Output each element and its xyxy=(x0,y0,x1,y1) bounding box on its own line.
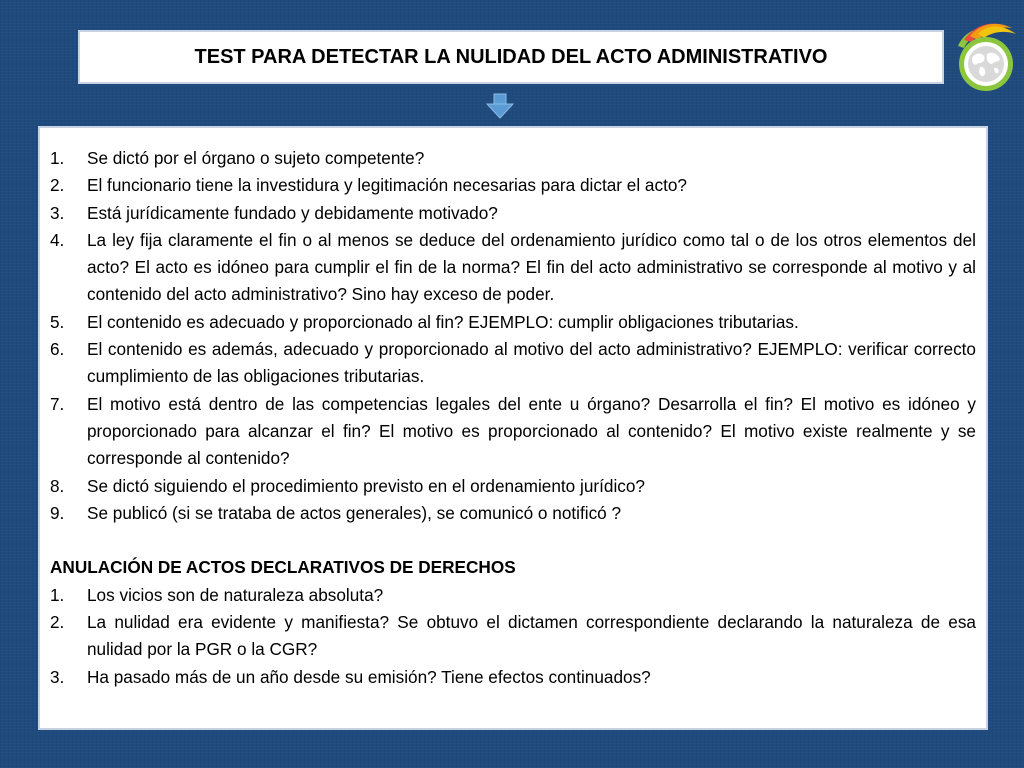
list-item-text: El funcionario tiene la investidura y legitimación necesarias para dictar el acto? xyxy=(87,175,687,196)
list-item-number: 3. xyxy=(50,666,65,687)
list-item xyxy=(50,309,976,336)
list-item-text: Se publicó (si se trataba de actos generales), se comunicó o notificó ? xyxy=(87,502,622,523)
content-box xyxy=(38,126,988,730)
list-item-number: 7. xyxy=(50,393,65,414)
list-item-text: Se dictó por el órgano o sujeto competente? xyxy=(87,148,425,168)
list-item-number: 2. xyxy=(50,175,65,196)
list-item xyxy=(50,227,976,309)
list-item-text: El motivo está dentro de las competencias legales del ente u órgano? Desarrolla el fin? El motivo es idóneo y proporcionado para alcanzar el fin? El motivo es proporcionado al contenido? El motivo existe realmente y se corresponde al contenido? xyxy=(87,393,976,469)
list-item xyxy=(50,145,976,172)
world-map-logo-icon xyxy=(950,18,1020,96)
list-item xyxy=(50,172,976,199)
list-item xyxy=(50,609,976,664)
list-item-number: 6. xyxy=(50,339,65,360)
list-item-number: 4. xyxy=(50,229,65,250)
list-item xyxy=(50,664,976,691)
list-item-number: 2. xyxy=(50,612,65,633)
list-item-number: 9. xyxy=(50,502,65,523)
list-item xyxy=(50,582,976,609)
list-item-number: 1. xyxy=(50,584,65,605)
list-item-number: 1. xyxy=(50,148,65,168)
list-item-text: La nulidad era evidente y manifiesta? Se obtuvo el dictamen correspondiente declarando la naturaleza de esa nulidad por la PGR o la CGR? xyxy=(87,612,976,660)
section-heading: ANULACIÓN DE ACTOS DECLARATIVOS DE DERECHOS xyxy=(50,557,516,578)
list-item xyxy=(50,336,976,391)
section-spacer xyxy=(50,527,976,554)
title-box xyxy=(78,30,944,84)
annul-list xyxy=(50,582,976,691)
list-item-text: Los vicios son de naturaleza absoluta? xyxy=(87,584,384,605)
list-item-number: 8. xyxy=(50,475,65,496)
list-item-number: 5. xyxy=(50,311,65,332)
list-item-text: La ley fija claramente el fin o al menos se deduce del ordenamiento jurídico como tal o de los otros elementos del acto? El acto es idóneo para cumplir el fin de la norma? El fin del acto administrativo se corresponde al motivo y al contenido del acto administrativo? Sino hay exceso de poder. xyxy=(87,229,976,305)
arrow-down-icon xyxy=(486,93,514,119)
list-item-text: Se dictó siguiendo el procedimiento previsto en el ordenamiento jurídico? xyxy=(87,475,645,496)
list-item xyxy=(50,473,976,500)
list-item xyxy=(50,200,976,227)
list-item xyxy=(50,500,976,527)
list-item-text: Está jurídicamente fundado y debidamente motivado? xyxy=(87,202,498,223)
list-item-text: Ha pasado más de un año desde su emisión? Tiene efectos continuados? xyxy=(87,666,651,687)
list-item xyxy=(50,391,976,473)
list-item-text: El contenido es además, adecuado y proporcionado al motivo del acto administrativo? EJEMPLO: verificar correcto cumplimiento de las obligaciones tributarias. xyxy=(87,339,976,387)
test-list xyxy=(50,145,976,527)
list-item-text: El contenido es adecuado y proporcionado al fin? EJEMPLO: cumplir obligaciones tributarias. xyxy=(87,311,799,332)
list-item-number: 3. xyxy=(50,202,65,223)
page-title: TEST PARA DETECTAR LA NULIDAD DEL ACTO ADMINISTRATIVO xyxy=(194,45,828,68)
